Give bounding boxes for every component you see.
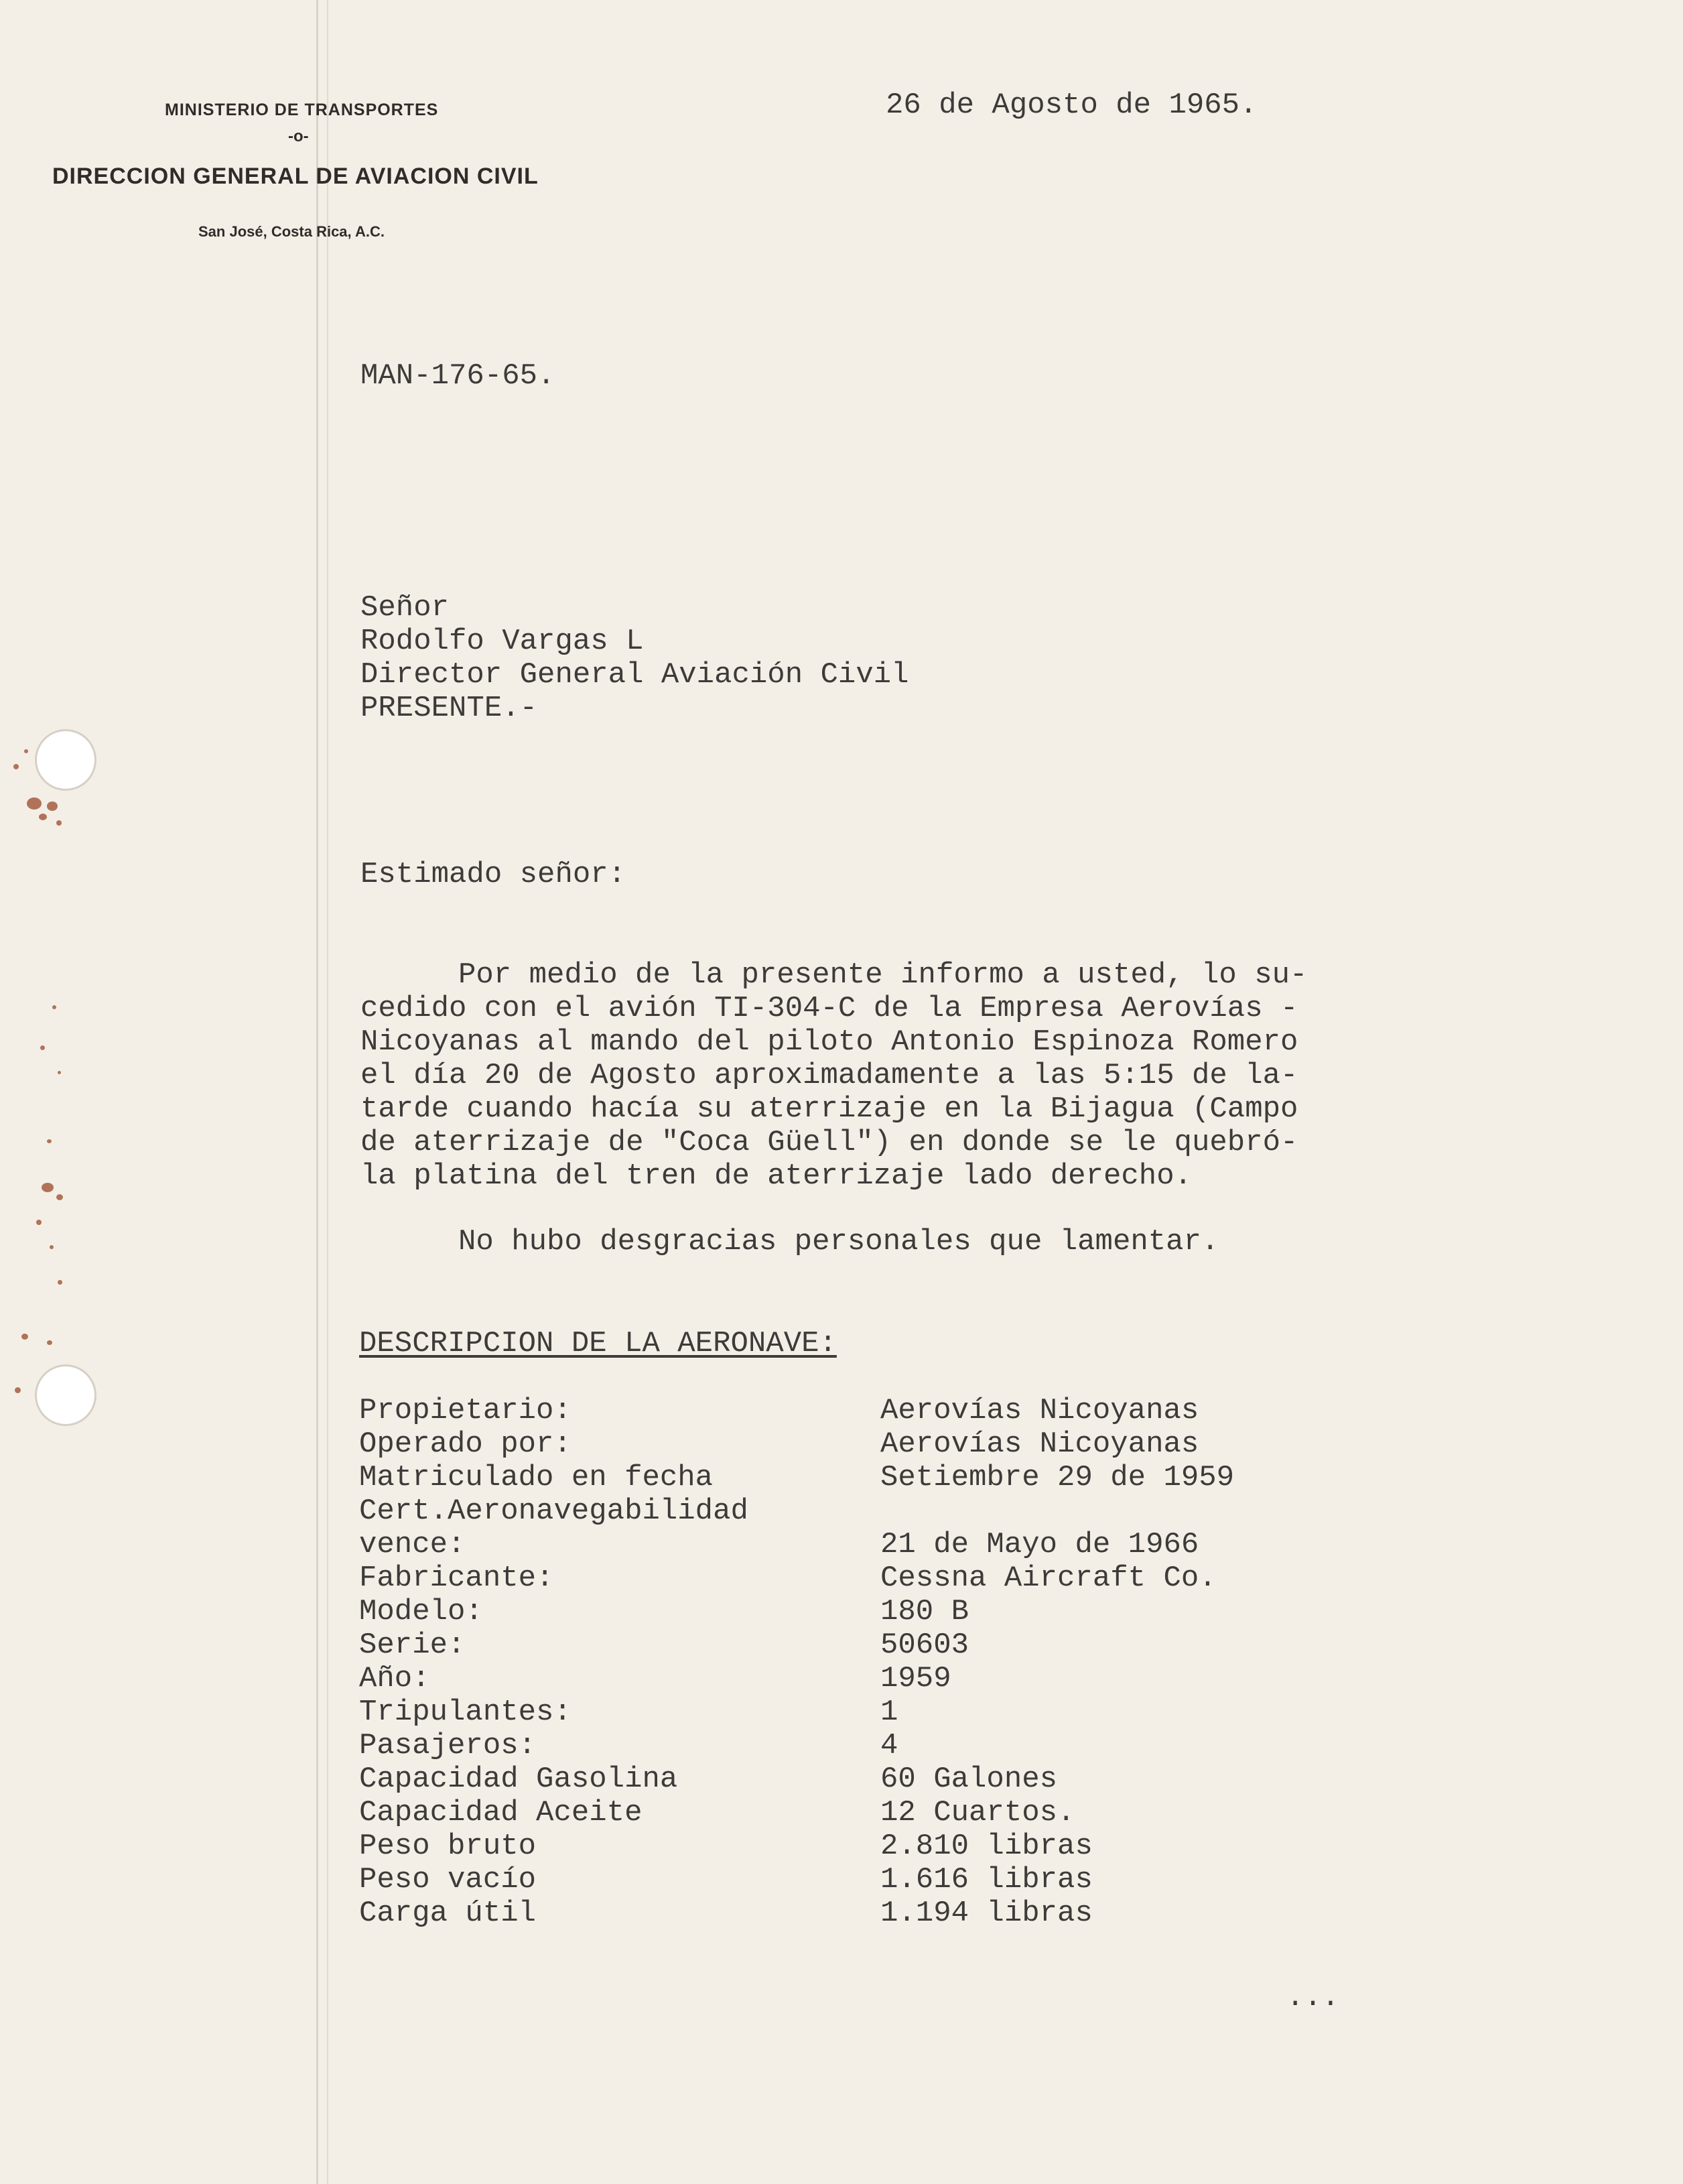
spec-value: 1.616 libras [880,1863,1093,1897]
spec-value: Setiembre 29 de 1959 [880,1461,1235,1494]
body-line: cedido con el avión TI-304-C de la Empresa Aerovías - [360,992,1298,1025]
spec-label: Capacidad Gasolina [359,1762,678,1796]
letter-date: 26 de Agosto de 1965. [886,88,1258,122]
spec-label: Capacidad Aceite [359,1796,643,1829]
spec-label: Operado por: [359,1427,571,1461]
spec-value: 60 Galones [880,1762,1058,1796]
letterhead-ministry: MINISTERIO DE TRANSPORTES [165,101,439,119]
spec-label: Propietario: [359,1394,571,1427]
fold-line-secondary [327,0,328,2184]
no-casualties-note: No hubo desgracias personales que lamentar. [458,1225,1219,1259]
spec-label: Serie: [359,1628,466,1662]
spec-value: 1.194 libras [880,1897,1093,1930]
spec-label: Cert.Aeronavegabilidad [359,1494,748,1528]
spec-label: vence: [359,1528,466,1561]
spec-label: Peso vacío [359,1863,537,1897]
spec-label: Fabricante: [359,1561,554,1595]
spec-label: Año: [359,1662,430,1695]
letterhead-city: San José, Costa Rica, A.C. [198,223,385,240]
spec-value: Aerovías Nicoyanas [880,1394,1199,1427]
spec-value: 21 de Mayo de 1966 [880,1528,1199,1561]
spec-label: Peso bruto [359,1829,537,1863]
body-line: tarde cuando hacía su aterrizaje en la Bijagua (Campo [360,1092,1298,1126]
recipient-salutation: Señor [360,591,450,625]
greeting: Estimado señor: [360,858,626,891]
recipient-presente: PRESENTE.- [360,692,538,725]
spec-label: Tripulantes: [359,1695,571,1729]
continuation-mark: ... [1286,1981,1340,2014]
spec-value: Aerovías Nicoyanas [880,1427,1199,1461]
spec-label: Modelo: [359,1595,483,1628]
body-line: Nicoyanas al mando del piloto Antonio Espinoza Romero [360,1025,1298,1059]
spec-value: 1 [880,1695,898,1729]
spec-label: Carga útil [359,1897,537,1930]
spec-value: 1959 [880,1662,951,1695]
spec-value: 50603 [880,1628,969,1662]
spec-value: 12 Cuartos. [880,1796,1075,1829]
recipient-name: Rodolfo Vargas L [360,625,644,658]
spec-label: Pasajeros: [359,1729,537,1762]
aircraft-section-title: DESCRIPCION DE LA AERONAVE: [359,1327,837,1360]
spec-value: 2.810 libras [880,1829,1093,1863]
reference-number: MAN-176-65. [360,359,555,393]
spec-value: 180 B [880,1595,969,1628]
punch-hole-bottom [35,1364,96,1426]
punch-hole-top [35,729,96,791]
spec-value: 4 [880,1729,898,1762]
letterhead-direction: DIRECCION GENERAL DE AVIACION CIVIL [52,164,539,189]
body-line: de aterrizaje de "Coca Güell") en donde se le quebró- [360,1126,1298,1159]
body-line: Por medio de la presente informo a usted, lo su- [458,958,1308,992]
spec-label: Matriculado en fecha [359,1461,714,1494]
fold-line [316,0,318,2184]
spec-value: Cessna Aircraft Co. [880,1561,1217,1595]
body-line: la platina del tren de aterrizaje lado derecho. [360,1159,1193,1193]
letterhead-separator: -o- [288,127,309,145]
recipient-title: Director General Aviación Civil [360,658,909,692]
body-line: el día 20 de Agosto aproximadamente a las 5:15 de la- [360,1059,1298,1092]
